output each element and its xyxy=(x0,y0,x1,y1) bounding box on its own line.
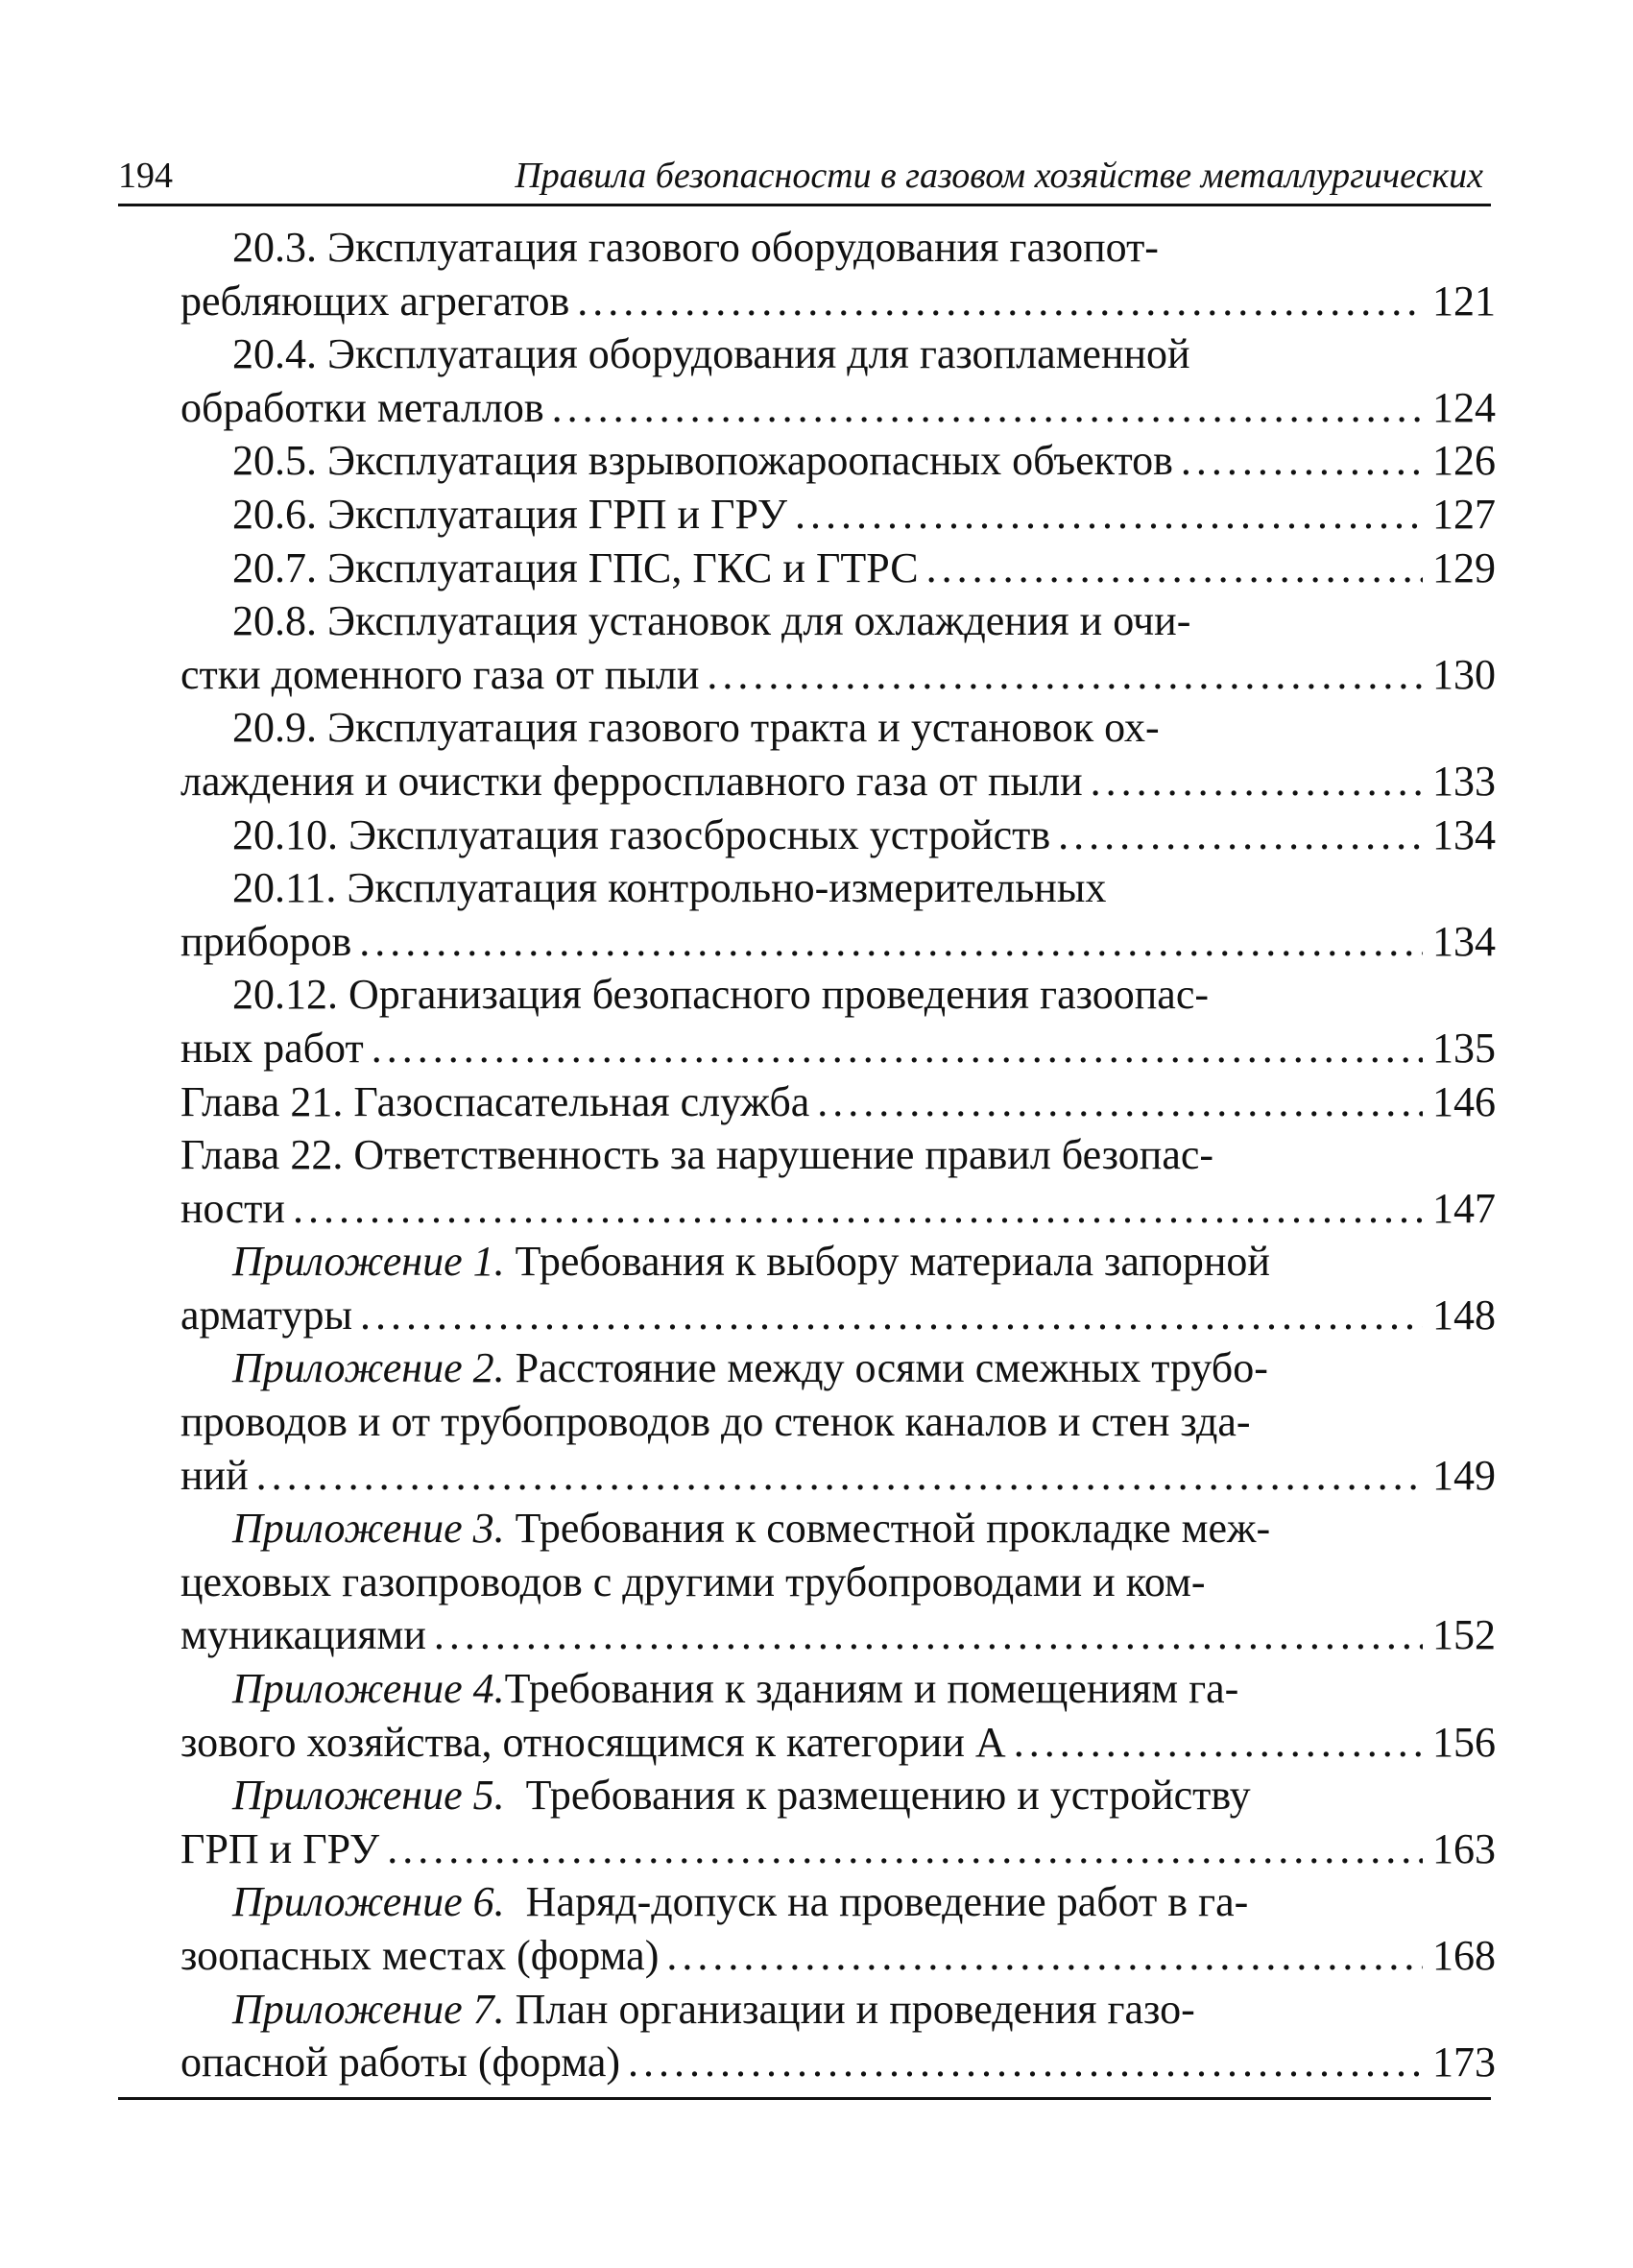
toc-line xyxy=(180,1822,1496,1876)
dot-leader xyxy=(666,1929,1423,1983)
toc-entry-text: 20.10. Эксплуатация газосбросных устройств xyxy=(232,810,1051,858)
toc-entry-text: 20.6. Эксплуатация ГРП и ГРУ xyxy=(232,490,787,538)
toc-entry xyxy=(180,808,1496,862)
appendix-label: Приложение 2. xyxy=(232,1344,505,1392)
toc-line xyxy=(180,434,1496,488)
toc-entry xyxy=(180,542,1496,595)
toc-line xyxy=(180,221,1496,275)
toc-page-number: 130 xyxy=(1432,650,1496,698)
dot-leader xyxy=(256,1449,1423,1503)
toc-entry xyxy=(180,488,1496,542)
running-header xyxy=(118,152,1491,206)
toc-line xyxy=(180,1449,1496,1503)
toc-entry-text: лаждения и очистки ферросплавного газа от пыли xyxy=(180,757,1083,805)
dot-leader xyxy=(1014,1716,1423,1770)
toc-line xyxy=(180,1929,1496,1983)
toc-line xyxy=(180,275,1496,328)
toc-entry xyxy=(180,1502,1496,1662)
appendix-label: Приложение 6. xyxy=(232,1878,505,1926)
toc-entry xyxy=(180,434,1496,488)
toc-page-number: 129 xyxy=(1432,543,1496,591)
toc-entry xyxy=(180,327,1496,434)
toc-line xyxy=(180,1556,1496,1609)
toc-page-number: 148 xyxy=(1432,1291,1496,1339)
toc-entry xyxy=(180,221,1496,327)
toc-entry-text: Расстояние между осями смежных трубо- xyxy=(504,1344,1268,1392)
dot-leader xyxy=(628,2036,1423,2089)
toc-line xyxy=(180,1875,1496,1929)
toc-line xyxy=(180,1983,1496,2037)
dot-leader xyxy=(926,542,1423,595)
toc-page-number: 152 xyxy=(1432,1611,1496,1659)
footer-rule xyxy=(118,2097,1491,2100)
running-title: Правила безопасности в газовом хозяйстве металлургических xyxy=(515,156,1483,196)
toc-line xyxy=(180,1182,1496,1236)
appendix-label: Приложение 1. xyxy=(232,1238,505,1286)
dot-leader xyxy=(387,1822,1423,1876)
toc-line xyxy=(180,327,1496,381)
toc-entry xyxy=(180,861,1496,968)
toc-entry-text: 20.12. Организация безопасного проведения газоопас- xyxy=(232,971,1210,1019)
toc-page-number: 147 xyxy=(1432,1184,1496,1232)
toc-entry-text: зового хозяйства, относящимся к категории А xyxy=(180,1718,1006,1766)
toc-entry xyxy=(180,968,1496,1074)
toc-entry xyxy=(180,1769,1496,1875)
toc-line xyxy=(180,1716,1496,1770)
toc-entry xyxy=(180,594,1496,701)
page-number: 194 xyxy=(118,156,173,196)
toc-entry-text: проводов и от трубопроводов до стенок каналов и стен зда- xyxy=(180,1398,1251,1446)
toc-line xyxy=(180,1662,1496,1716)
toc-entry-text: арматуры xyxy=(180,1291,353,1339)
dot-leader xyxy=(795,488,1423,542)
toc-entry-text: 20.8. Эксплуатация установок для охлаждения и очи- xyxy=(232,597,1191,645)
toc-entry xyxy=(180,1128,1496,1235)
toc-line xyxy=(180,1502,1496,1556)
toc-line xyxy=(180,1128,1496,1182)
toc-line xyxy=(180,808,1496,862)
toc-line xyxy=(180,861,1496,915)
toc-entry-text: 20.5. Эксплуатация взрывопожароопасных объектов xyxy=(232,437,1173,485)
toc-line xyxy=(180,381,1496,435)
toc-page-number: 163 xyxy=(1432,1824,1496,1872)
toc-page-number: 133 xyxy=(1432,757,1496,805)
toc-line xyxy=(180,1341,1496,1395)
toc-entry xyxy=(180,1875,1496,1982)
appendix-label: Приложение 3. xyxy=(232,1505,505,1553)
toc-entry-text: 20.4. Эксплуатация оборудования для газопламенной xyxy=(232,330,1190,378)
dot-leader xyxy=(1181,434,1423,488)
toc-entry xyxy=(180,1662,1496,1769)
dot-leader xyxy=(1058,808,1423,862)
toc-page-number: 127 xyxy=(1432,490,1496,538)
dot-leader xyxy=(372,1022,1423,1075)
appendix-label: Приложение 5. xyxy=(232,1772,505,1820)
toc-entry-text: Глава 22. Ответственность за нарушение правил безопас- xyxy=(180,1131,1214,1179)
toc-entry-text: 20.3. Эксплуатация газового оборудования газопот- xyxy=(232,224,1159,271)
toc-page-number: 134 xyxy=(1432,917,1496,965)
toc-entry-text: обработки металлов xyxy=(180,383,544,431)
dot-leader xyxy=(552,381,1423,435)
toc-entry-text: ребляющих агрегатов xyxy=(180,277,570,325)
toc-line xyxy=(180,1395,1496,1449)
toc-line xyxy=(180,701,1496,755)
toc-page-number: 135 xyxy=(1432,1024,1496,1072)
toc-line xyxy=(180,915,1496,969)
toc-line xyxy=(180,1608,1496,1662)
toc-entry-text: ний xyxy=(180,1451,249,1499)
toc-page-number: 146 xyxy=(1432,1077,1496,1125)
toc-entry-text: План организации и проведения газо- xyxy=(504,1985,1195,2033)
dot-leader xyxy=(360,1289,1423,1342)
toc-line xyxy=(180,968,1496,1022)
toc-entry-text: Требования к зданиям и помещениям га- xyxy=(504,1665,1239,1713)
toc-entry-text: Требования к совместной прокладке меж- xyxy=(504,1505,1271,1553)
toc-entry-text: зоопасных местах (форма) xyxy=(180,1932,660,1979)
toc-line xyxy=(180,755,1496,808)
toc-line xyxy=(180,648,1496,702)
toc-entry-text: Требования к выбору материала запорной xyxy=(504,1238,1270,1286)
toc-entry-text: ности xyxy=(180,1184,285,1232)
toc-entry-text: ГРП и ГРУ xyxy=(180,1824,380,1872)
toc-entry-text: 20.9. Эксплуатация газового тракта и установок ох- xyxy=(232,704,1160,752)
toc-entry xyxy=(180,1983,1496,2089)
toc-entry xyxy=(180,1341,1496,1502)
toc-line xyxy=(180,1022,1496,1075)
toc-line xyxy=(180,1075,1496,1129)
toc-entry-text: опасной работы (форма) xyxy=(180,2039,621,2087)
toc-entry xyxy=(180,701,1496,808)
table-of-contents xyxy=(180,221,1496,2089)
toc-entry-text: Требования к размещению и устройству xyxy=(504,1772,1251,1820)
dot-leader xyxy=(707,648,1423,702)
toc-entry-text: 20.11. Эксплуатация контрольно-измерительных xyxy=(232,864,1107,912)
toc-page-number: 121 xyxy=(1432,277,1496,325)
toc-entry-text: ных работ xyxy=(180,1024,364,1072)
toc-entry-text: 20.7. Эксплуатация ГПС, ГКС и ГТРС xyxy=(232,543,919,591)
toc-page-number: 168 xyxy=(1432,1932,1496,1979)
toc-line xyxy=(180,1769,1496,1822)
toc-page-number: 149 xyxy=(1432,1451,1496,1499)
toc-entry-text: цеховых газопроводов с другими трубопроводами и ком- xyxy=(180,1557,1206,1605)
toc-line xyxy=(180,488,1496,542)
dot-leader xyxy=(1091,755,1423,808)
toc-page-number: 124 xyxy=(1432,383,1496,431)
toc-entry-text: муникациями xyxy=(180,1611,426,1659)
appendix-label: Приложение 4. xyxy=(232,1665,505,1713)
toc-line xyxy=(180,542,1496,595)
toc-page-number: 126 xyxy=(1432,437,1496,485)
dot-leader xyxy=(293,1182,1423,1236)
toc-page-number: 173 xyxy=(1432,2039,1496,2087)
toc-page-number: 134 xyxy=(1432,810,1496,858)
dot-leader xyxy=(577,275,1423,328)
appendix-label: Приложение 7. xyxy=(232,1985,505,2033)
dot-leader xyxy=(434,1608,1423,1662)
dot-leader xyxy=(817,1075,1423,1129)
toc-entry-text: приборов xyxy=(180,917,352,965)
dot-leader xyxy=(359,915,1423,969)
toc-entry-text: стки доменного газа от пыли xyxy=(180,650,700,698)
toc-entry-text: Наряд-допуск на проведение работ в га- xyxy=(504,1878,1249,1926)
toc-line xyxy=(180,1235,1496,1289)
toc-line xyxy=(180,594,1496,648)
toc-entry-text: Глава 21. Газоспасательная служба xyxy=(180,1077,810,1125)
toc-page-number: 156 xyxy=(1432,1718,1496,1766)
toc-line xyxy=(180,2036,1496,2089)
toc-line xyxy=(180,1289,1496,1342)
toc-entry xyxy=(180,1235,1496,1341)
toc-entry xyxy=(180,1075,1496,1129)
